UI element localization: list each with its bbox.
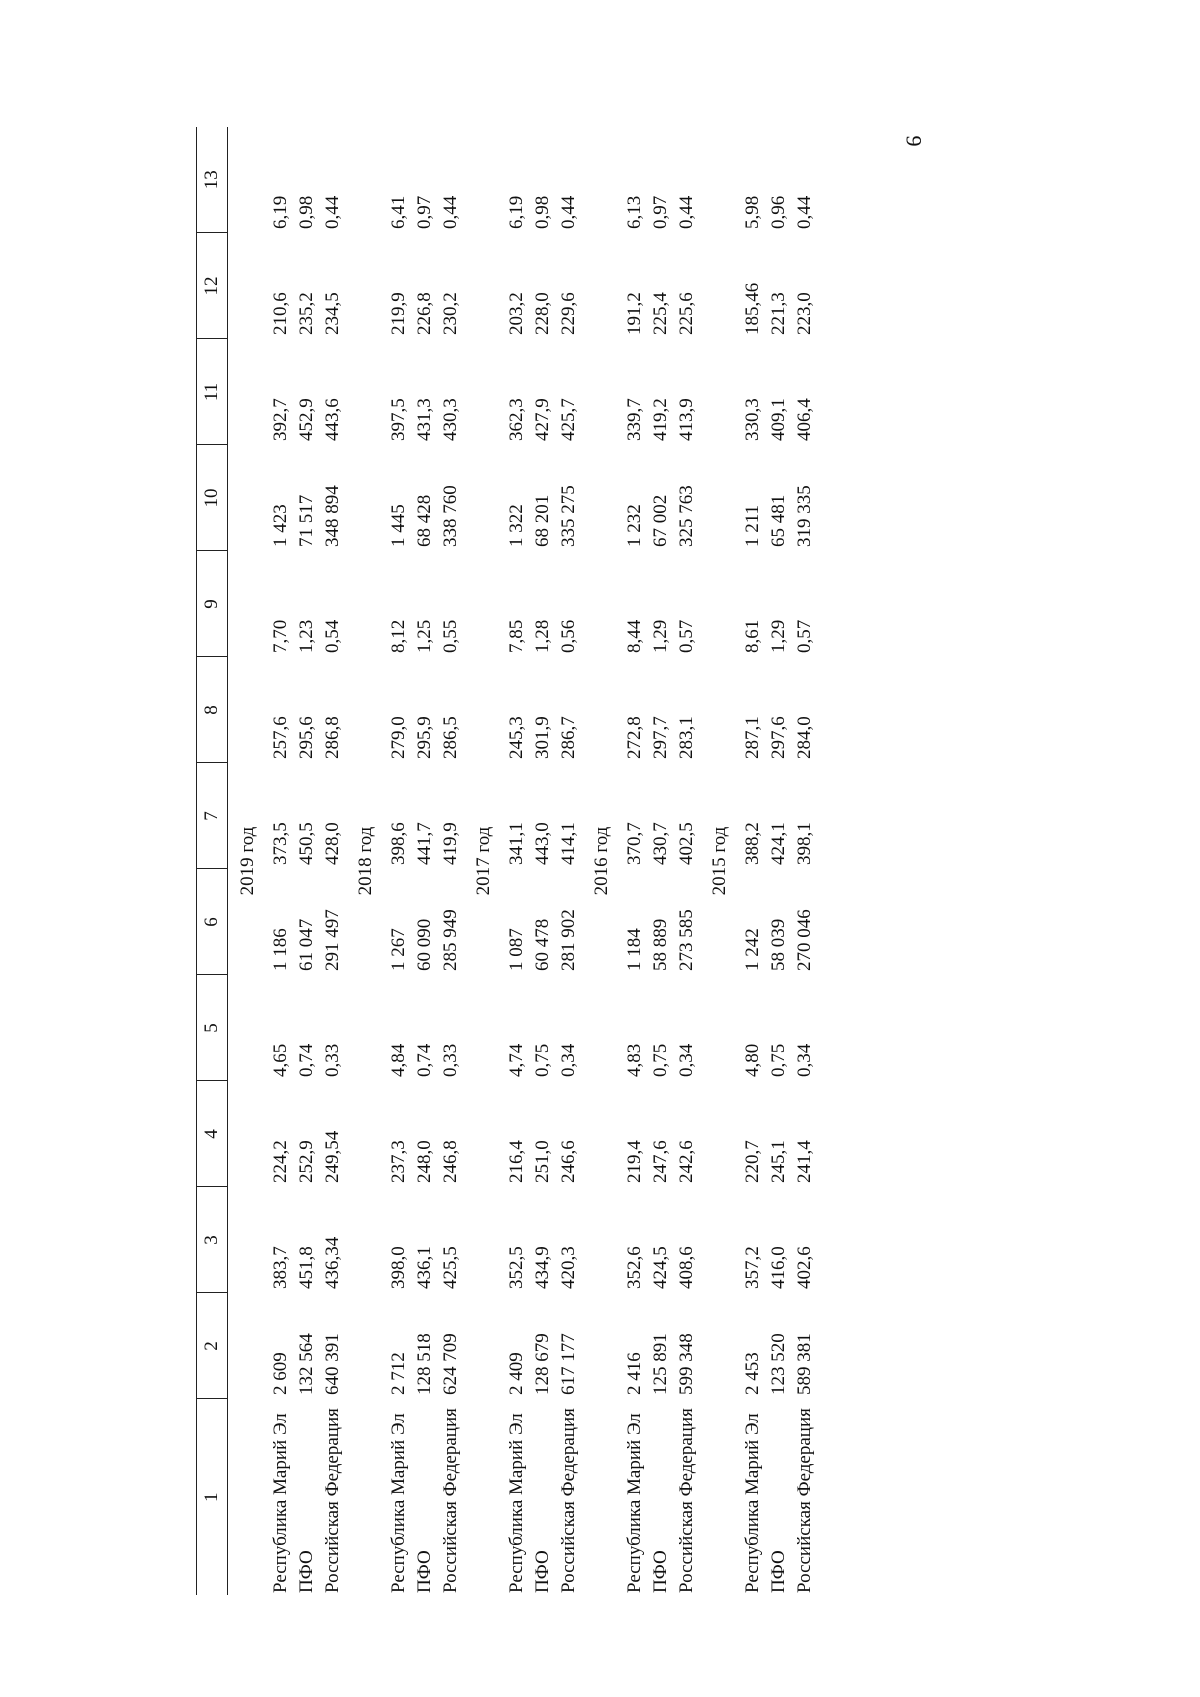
value-cell: 297,7 bbox=[650, 716, 671, 759]
value-cell: 383,7 bbox=[270, 1246, 291, 1289]
value-cell: 6,13 bbox=[624, 195, 645, 229]
value-cell: 252,9 bbox=[296, 1140, 317, 1183]
value-cell: 4,83 bbox=[624, 1043, 645, 1077]
value-cell: 68 201 bbox=[532, 494, 553, 547]
value-cell: 1,23 bbox=[296, 619, 317, 653]
value-cell: 286,8 bbox=[322, 716, 343, 759]
value-cell: 428,0 bbox=[322, 822, 343, 865]
value-cell: 251,0 bbox=[532, 1140, 553, 1183]
region-name-cell: Республика Марий Эл bbox=[742, 1413, 763, 1593]
value-cell: 220,7 bbox=[742, 1140, 763, 1183]
region-name-cell: Республика Марий Эл bbox=[388, 1413, 409, 1593]
value-cell: 373,5 bbox=[270, 822, 291, 865]
region-name-cell: Российская Федерация bbox=[676, 1408, 697, 1593]
value-cell: 425,5 bbox=[440, 1246, 461, 1289]
value-cell: 284,0 bbox=[794, 716, 815, 759]
value-cell: 210,6 bbox=[270, 292, 291, 335]
value-cell: 279,0 bbox=[388, 716, 409, 759]
value-cell: 248,0 bbox=[414, 1140, 435, 1183]
value-cell: 224,2 bbox=[270, 1140, 291, 1183]
value-cell: 223,0 bbox=[794, 292, 815, 335]
value-cell: 1 423 bbox=[270, 504, 291, 547]
value-cell: 1 211 bbox=[742, 504, 763, 547]
table-row bbox=[320, 127, 346, 1595]
value-cell: 330,3 bbox=[742, 398, 763, 441]
value-cell: 370,7 bbox=[624, 822, 645, 865]
value-cell: 123 520 bbox=[768, 1333, 789, 1395]
value-cell: 295,6 bbox=[296, 716, 317, 759]
value-cell: 416,0 bbox=[768, 1246, 789, 1289]
value-cell: 4,80 bbox=[742, 1043, 763, 1077]
table-row bbox=[792, 127, 818, 1595]
value-cell: 443,0 bbox=[532, 822, 553, 865]
value-cell: 0,44 bbox=[558, 195, 579, 229]
table-row bbox=[556, 127, 582, 1595]
table-row bbox=[674, 127, 700, 1595]
rotated-table-container bbox=[196, 127, 976, 1595]
value-cell: 297,6 bbox=[768, 716, 789, 759]
value-cell: 451,8 bbox=[296, 1246, 317, 1289]
statistics-table bbox=[196, 127, 818, 1595]
value-cell: 0,75 bbox=[650, 1043, 671, 1077]
year-section-row bbox=[228, 127, 269, 1595]
value-cell: 245,3 bbox=[506, 716, 527, 759]
value-cell: 425,7 bbox=[558, 398, 579, 441]
value-cell: 1 232 bbox=[624, 504, 645, 547]
year-section-row bbox=[700, 127, 740, 1595]
value-cell: 221,3 bbox=[768, 292, 789, 335]
value-cell: 339,7 bbox=[624, 398, 645, 441]
table-row bbox=[648, 127, 674, 1595]
region-name-cell: Российская Федерация bbox=[794, 1408, 815, 1593]
region-name-cell: ПФО bbox=[296, 1550, 317, 1593]
value-cell: 128 679 bbox=[532, 1333, 553, 1395]
table-row bbox=[504, 127, 530, 1595]
value-cell: 125 891 bbox=[650, 1333, 671, 1395]
value-cell: 0,34 bbox=[676, 1043, 697, 1077]
value-cell: 286,7 bbox=[558, 716, 579, 759]
value-cell: 443,6 bbox=[322, 398, 343, 441]
value-cell: 430,3 bbox=[440, 398, 461, 441]
value-cell: 191,2 bbox=[624, 292, 645, 335]
value-cell: 338 760 bbox=[440, 485, 461, 547]
value-cell: 273 585 bbox=[676, 909, 697, 971]
value-cell: 230,2 bbox=[440, 292, 461, 335]
value-cell: 427,9 bbox=[532, 398, 553, 441]
value-cell: 291 497 bbox=[322, 909, 343, 971]
value-cell: 246,8 bbox=[440, 1140, 461, 1183]
column-header-1: 1 bbox=[197, 1399, 228, 1595]
value-cell: 0,44 bbox=[794, 195, 815, 229]
value-cell: 1 322 bbox=[506, 504, 527, 547]
value-cell: 430,7 bbox=[650, 822, 671, 865]
value-cell: 229,6 bbox=[558, 292, 579, 335]
value-cell: 4,84 bbox=[388, 1043, 409, 1077]
column-header-9: 9 bbox=[197, 551, 228, 657]
value-cell: 132 564 bbox=[296, 1333, 317, 1395]
value-cell: 441,7 bbox=[414, 822, 435, 865]
value-cell: 0,44 bbox=[322, 195, 343, 229]
value-cell: 624 709 bbox=[440, 1333, 461, 1395]
year-section-row bbox=[464, 127, 504, 1595]
value-cell: 402,5 bbox=[676, 822, 697, 865]
value-cell: 295,9 bbox=[414, 716, 435, 759]
value-cell: 5,98 bbox=[742, 195, 763, 229]
value-cell: 341,1 bbox=[506, 822, 527, 865]
value-cell: 185,46 bbox=[742, 282, 763, 335]
value-cell: 392,7 bbox=[270, 398, 291, 441]
value-cell: 431,3 bbox=[414, 398, 435, 441]
value-cell: 1,25 bbox=[414, 619, 435, 653]
value-cell: 6,41 bbox=[388, 195, 409, 229]
value-cell: 617 177 bbox=[558, 1333, 579, 1395]
value-cell: 413,9 bbox=[676, 398, 697, 441]
value-cell: 409,1 bbox=[768, 398, 789, 441]
value-cell: 285 949 bbox=[440, 909, 461, 971]
column-header-13: 13 bbox=[197, 127, 228, 233]
column-header-7: 7 bbox=[197, 763, 228, 869]
value-cell: 1 184 bbox=[624, 928, 645, 971]
value-cell: 1,29 bbox=[768, 619, 789, 653]
region-name-cell: Республика Марий Эл bbox=[624, 1413, 645, 1593]
value-cell: 1,29 bbox=[650, 619, 671, 653]
value-cell: 319 335 bbox=[794, 485, 815, 547]
value-cell: 246,6 bbox=[558, 1140, 579, 1183]
column-header-12: 12 bbox=[197, 233, 228, 339]
value-cell: 450,5 bbox=[296, 822, 317, 865]
value-cell: 424,5 bbox=[650, 1246, 671, 1289]
value-cell: 0,75 bbox=[768, 1043, 789, 1077]
value-cell: 2 453 bbox=[742, 1352, 763, 1395]
value-cell: 357,2 bbox=[742, 1246, 763, 1289]
value-cell: 1 186 bbox=[270, 928, 291, 971]
column-number-header bbox=[197, 127, 228, 1595]
region-name-cell: Российская Федерация bbox=[440, 1408, 461, 1593]
value-cell: 58 039 bbox=[768, 918, 789, 971]
value-cell: 228,0 bbox=[532, 292, 553, 335]
value-cell: 234,5 bbox=[322, 292, 343, 335]
value-cell: 0,56 bbox=[558, 619, 579, 653]
value-cell: 452,9 bbox=[296, 398, 317, 441]
value-cell: 6,19 bbox=[270, 195, 291, 229]
value-cell: 242,6 bbox=[676, 1140, 697, 1183]
value-cell: 0,54 bbox=[322, 619, 343, 653]
column-header-4: 4 bbox=[197, 1081, 228, 1187]
value-cell: 58 889 bbox=[650, 918, 671, 971]
value-cell: 8,61 bbox=[742, 619, 763, 653]
value-cell: 219,4 bbox=[624, 1140, 645, 1183]
value-cell: 1 267 bbox=[388, 928, 409, 971]
value-cell: 237,3 bbox=[388, 1140, 409, 1183]
value-cell: 257,6 bbox=[270, 716, 291, 759]
value-cell: 245,1 bbox=[768, 1140, 789, 1183]
column-header-3: 3 bbox=[197, 1187, 228, 1293]
value-cell: 0,74 bbox=[296, 1043, 317, 1077]
table-row bbox=[438, 127, 464, 1595]
value-cell: 203,2 bbox=[506, 292, 527, 335]
year-label: 2017 год bbox=[473, 826, 494, 896]
value-cell: 2 609 bbox=[270, 1352, 291, 1395]
value-cell: 436,34 bbox=[322, 1236, 343, 1289]
value-cell: 436,1 bbox=[414, 1246, 435, 1289]
value-cell: 0,97 bbox=[414, 195, 435, 229]
value-cell: 420,3 bbox=[558, 1246, 579, 1289]
value-cell: 388,2 bbox=[742, 822, 763, 865]
value-cell: 348 894 bbox=[322, 485, 343, 547]
value-cell: 398,1 bbox=[794, 822, 815, 865]
value-cell: 434,9 bbox=[532, 1246, 553, 1289]
table-row bbox=[386, 127, 412, 1595]
region-name-cell: Республика Марий Эл bbox=[506, 1413, 527, 1593]
value-cell: 286,5 bbox=[440, 716, 461, 759]
value-cell: 68 428 bbox=[414, 494, 435, 547]
value-cell: 0,55 bbox=[440, 619, 461, 653]
year-label: 2015 год bbox=[709, 826, 730, 896]
value-cell: 281 902 bbox=[558, 909, 579, 971]
value-cell: 2 712 bbox=[388, 1352, 409, 1395]
value-cell: 398,6 bbox=[388, 822, 409, 865]
column-header-6: 6 bbox=[197, 869, 228, 975]
value-cell: 241,4 bbox=[794, 1140, 815, 1183]
value-cell: 0,44 bbox=[676, 195, 697, 229]
year-section-row bbox=[582, 127, 622, 1595]
value-cell: 301,9 bbox=[532, 716, 553, 759]
value-cell: 270 046 bbox=[794, 909, 815, 971]
value-cell: 352,6 bbox=[624, 1246, 645, 1289]
value-cell: 247,6 bbox=[650, 1140, 671, 1183]
value-cell: 408,6 bbox=[676, 1246, 697, 1289]
column-header-10: 10 bbox=[197, 445, 228, 551]
value-cell: 0,96 bbox=[768, 195, 789, 229]
value-cell: 402,6 bbox=[794, 1246, 815, 1289]
region-name-cell: Республика Марий Эл bbox=[270, 1413, 291, 1593]
value-cell: 226,8 bbox=[414, 292, 435, 335]
value-cell: 1 087 bbox=[506, 928, 527, 971]
value-cell: 1,28 bbox=[532, 619, 553, 653]
year-section-row bbox=[346, 127, 386, 1595]
value-cell: 325 763 bbox=[676, 485, 697, 547]
value-cell: 0,33 bbox=[440, 1043, 461, 1077]
year-label: 2018 год bbox=[355, 826, 376, 896]
value-cell: 71 517 bbox=[296, 494, 317, 547]
value-cell: 6,19 bbox=[506, 195, 527, 229]
value-cell: 225,6 bbox=[676, 292, 697, 335]
value-cell: 7,70 bbox=[270, 619, 291, 653]
year-label: 2016 год bbox=[591, 826, 612, 896]
region-name-cell: ПФО bbox=[532, 1550, 553, 1593]
value-cell: 67 002 bbox=[650, 494, 671, 547]
value-cell: 589 381 bbox=[794, 1333, 815, 1395]
table-row bbox=[412, 127, 438, 1595]
value-cell: 2 409 bbox=[506, 1352, 527, 1395]
value-cell: 0,57 bbox=[794, 619, 815, 653]
value-cell: 1 242 bbox=[742, 928, 763, 971]
value-cell: 65 481 bbox=[768, 494, 789, 547]
table-row bbox=[766, 127, 792, 1595]
value-cell: 397,5 bbox=[388, 398, 409, 441]
column-header-8: 8 bbox=[197, 657, 228, 763]
value-cell: 398,0 bbox=[388, 1246, 409, 1289]
value-cell: 599 348 bbox=[676, 1333, 697, 1395]
value-cell: 0,98 bbox=[296, 195, 317, 229]
region-name-cell: ПФО bbox=[768, 1550, 789, 1593]
value-cell: 0,97 bbox=[650, 195, 671, 229]
value-cell: 0,34 bbox=[794, 1043, 815, 1077]
value-cell: 0,98 bbox=[532, 195, 553, 229]
value-cell: 60 478 bbox=[532, 918, 553, 971]
value-cell: 0,33 bbox=[322, 1043, 343, 1077]
value-cell: 216,4 bbox=[506, 1140, 527, 1183]
value-cell: 414,1 bbox=[558, 822, 579, 865]
value-cell: 352,5 bbox=[506, 1246, 527, 1289]
region-name-cell: Российская Федерация bbox=[558, 1408, 579, 1593]
table-row bbox=[268, 127, 294, 1595]
value-cell: 640 391 bbox=[322, 1333, 343, 1395]
value-cell: 8,44 bbox=[624, 619, 645, 653]
value-cell: 4,65 bbox=[270, 1043, 291, 1077]
value-cell: 335 275 bbox=[558, 485, 579, 547]
value-cell: 219,9 bbox=[388, 292, 409, 335]
column-header-5: 5 bbox=[197, 975, 228, 1081]
value-cell: 0,57 bbox=[676, 619, 697, 653]
year-label: 2019 год bbox=[237, 826, 258, 896]
page-number: 9 bbox=[901, 135, 927, 147]
table-row bbox=[740, 127, 766, 1595]
value-cell: 362,3 bbox=[506, 398, 527, 441]
value-cell: 283,1 bbox=[676, 716, 697, 759]
column-header-2: 2 bbox=[197, 1293, 228, 1399]
value-cell: 287,1 bbox=[742, 716, 763, 759]
value-cell: 0,74 bbox=[414, 1043, 435, 1077]
value-cell: 1 445 bbox=[388, 504, 409, 547]
value-cell: 235,2 bbox=[296, 292, 317, 335]
value-cell: 406,4 bbox=[794, 398, 815, 441]
column-header-11: 11 bbox=[197, 339, 228, 445]
table-body bbox=[228, 127, 819, 1595]
value-cell: 0,34 bbox=[558, 1043, 579, 1077]
region-name-cell: ПФО bbox=[414, 1550, 435, 1593]
region-name-cell: Российская Федерация bbox=[322, 1408, 343, 1593]
table-row bbox=[530, 127, 556, 1595]
value-cell: 419,2 bbox=[650, 398, 671, 441]
table-row bbox=[294, 127, 320, 1595]
value-cell: 249,54 bbox=[322, 1130, 343, 1183]
value-cell: 225,4 bbox=[650, 292, 671, 335]
table-row bbox=[622, 127, 648, 1595]
region-name-cell: ПФО bbox=[650, 1550, 671, 1593]
value-cell: 128 518 bbox=[414, 1333, 435, 1395]
value-cell: 0,75 bbox=[532, 1043, 553, 1077]
value-cell: 4,74 bbox=[506, 1043, 527, 1077]
value-cell: 60 090 bbox=[414, 918, 435, 971]
value-cell: 419,9 bbox=[440, 822, 461, 865]
value-cell: 61 047 bbox=[296, 918, 317, 971]
value-cell: 272,8 bbox=[624, 716, 645, 759]
value-cell: 2 416 bbox=[624, 1352, 645, 1395]
value-cell: 7,85 bbox=[506, 619, 527, 653]
value-cell: 424,1 bbox=[768, 822, 789, 865]
value-cell: 8,12 bbox=[388, 619, 409, 653]
value-cell: 0,44 bbox=[440, 195, 461, 229]
